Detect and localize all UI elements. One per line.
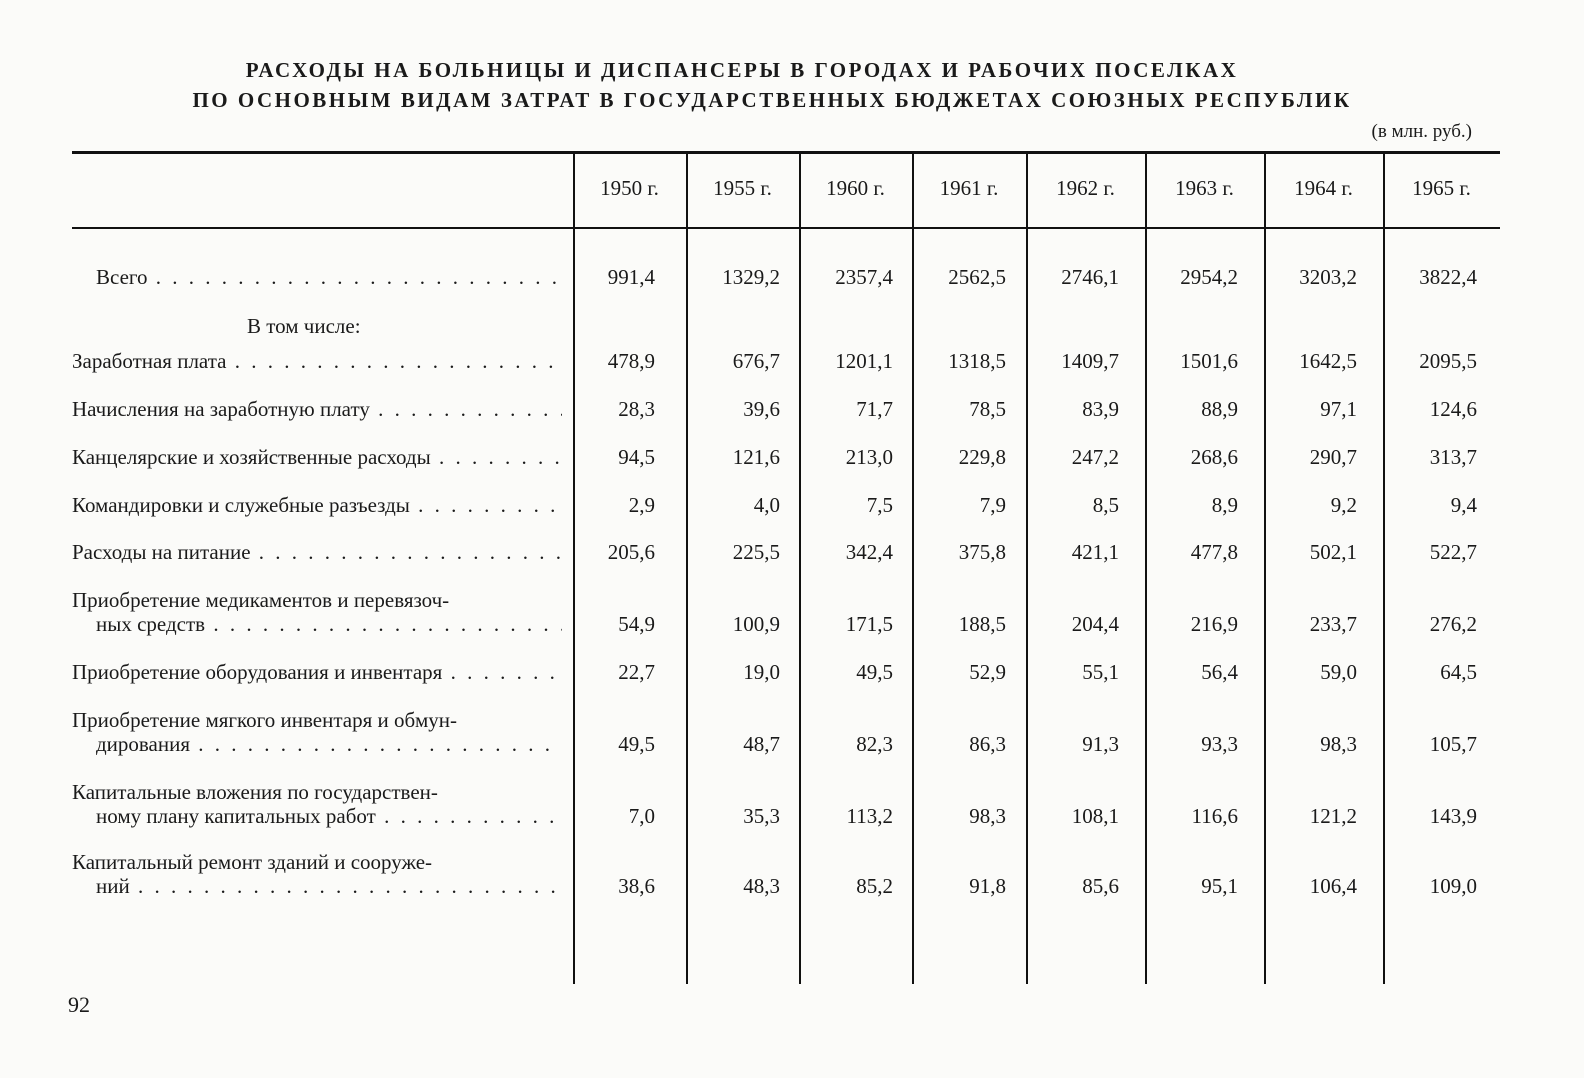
page-number: 92 (68, 992, 90, 1017)
year-header: 1961 г. (939, 176, 999, 200)
row-label-line: Канцелярские и хозяйственные расходы . . . (72, 445, 562, 469)
cell-value: 4,0 (753, 493, 780, 517)
row-label (72, 708, 562, 756)
row-label (72, 265, 562, 289)
cell-value: 313,7 (1429, 445, 1477, 469)
cell-value: 94,5 (618, 445, 655, 469)
year-header: 1964 г. (1294, 176, 1353, 200)
cell-value: 49,5 (618, 732, 655, 756)
table-title-line-1: РАСХОДЫ НА БОЛЬНИЦЫ И ДИСПАНСЕРЫ В ГОРОДАХ И РАБОЧИХ ПОСЕЛКАХ (245, 58, 1239, 82)
cell-value: 78,5 (969, 397, 1006, 421)
cell-value: 2357,4 (835, 265, 893, 289)
cell-value: 233,7 (1309, 612, 1357, 636)
cell-value: 124,6 (1429, 397, 1477, 421)
cell-value: 342,4 (845, 540, 893, 564)
cell-value: 522,7 (1429, 540, 1477, 564)
header-bottom-rule (72, 227, 1500, 229)
cell-value: 95,1 (1201, 874, 1238, 898)
table-title-line-2: ПО ОСНОВНЫМ ВИДАМ ЗАТРАТ В ГОСУДАРСТВЕННЫХ БЮДЖЕТАХ СОЮЗНЫХ РЕСПУБЛИК (192, 88, 1352, 112)
year-header: 1960 г. (826, 176, 885, 200)
row-label (72, 349, 562, 373)
cell-value: 93,3 (1201, 732, 1238, 756)
cell-value: 1409,7 (1061, 349, 1119, 373)
cell-value: 268,6 (1190, 445, 1238, 469)
cell-value: 2095,5 (1419, 349, 1477, 373)
cell-value: 8,5 (1092, 493, 1119, 517)
cell-value: 106,4 (1309, 874, 1357, 898)
cell-value: 35,3 (743, 804, 780, 828)
cell-value: 54,9 (618, 612, 655, 636)
cell-value: 225,5 (732, 540, 780, 564)
cell-value: 105,7 (1429, 732, 1477, 756)
cell-value: 216,9 (1190, 612, 1238, 636)
cell-value: 85,6 (1082, 874, 1119, 898)
cell-value: 39,6 (743, 397, 780, 421)
year-header: 1950 г. (600, 176, 659, 200)
cell-value: 1318,5 (948, 349, 1006, 373)
cell-value: 91,8 (969, 874, 1006, 898)
cell-value: 121,6 (732, 445, 780, 469)
cell-value: 290,7 (1309, 445, 1357, 469)
year-header: 1955 г. (713, 176, 772, 200)
row-label-line: ных средств . . . (72, 612, 562, 636)
row-label-line: Всего . . . (72, 265, 562, 289)
cell-value: 2954,2 (1180, 265, 1238, 289)
row-label (72, 493, 562, 517)
cell-value: 85,2 (856, 874, 893, 898)
cell-value: 38,6 (618, 874, 655, 898)
cell-value: 22,7 (618, 660, 655, 684)
year-header: 1965 г. (1412, 176, 1471, 200)
cell-value: 143,9 (1429, 804, 1477, 828)
row-label-line: Приобретение оборудования и инвентаря . . . (72, 660, 562, 684)
cell-value: 100,9 (732, 612, 780, 636)
cell-value: 375,8 (958, 540, 1006, 564)
row-label-line: Заработная плата . . . (72, 349, 562, 373)
cell-value: 502,1 (1309, 540, 1357, 564)
cell-value: 205,6 (607, 540, 655, 564)
row-label (72, 397, 562, 421)
cell-value: 3822,4 (1419, 265, 1477, 289)
row-label (72, 850, 562, 898)
cell-value: 213,0 (845, 445, 893, 469)
cell-value: 48,7 (743, 732, 780, 756)
cell-value: 188,5 (958, 612, 1006, 636)
row-label-line: Приобретение медикаментов и перевязоч- (72, 588, 450, 612)
cell-value: 1642,5 (1299, 349, 1357, 373)
year-header: 1963 г. (1175, 176, 1234, 200)
cell-value: 991,4 (607, 265, 655, 289)
cell-value: 7,5 (866, 493, 893, 517)
cell-value: 52,9 (969, 660, 1006, 684)
cell-value: 478,9 (607, 349, 655, 373)
cell-value: 88,9 (1201, 397, 1238, 421)
cell-value: 116,6 (1191, 804, 1238, 828)
subheading: В том числе: (247, 314, 361, 338)
cell-value: 19,0 (743, 660, 780, 684)
cell-value: 247,2 (1071, 445, 1119, 469)
row-label-line: Капитальный ремонт зданий и сооруже- (72, 850, 433, 874)
cell-value: 59,0 (1320, 660, 1357, 684)
cell-value: 71,7 (856, 397, 893, 421)
cell-value: 98,3 (1320, 732, 1357, 756)
row-label (72, 660, 562, 684)
cell-value: 64,5 (1440, 660, 1477, 684)
cell-value: 121,2 (1309, 804, 1357, 828)
row-label-line: Командировки и служебные разъезды . . . (72, 493, 562, 517)
cell-value: 86,3 (969, 732, 1006, 756)
cell-value: 8,9 (1211, 493, 1238, 517)
cell-value: 9,4 (1450, 493, 1477, 517)
cell-value: 7,0 (628, 804, 655, 828)
row-label-line: ний . . . (72, 874, 562, 898)
row-label-line: дирования . . . (72, 732, 562, 756)
row-label (72, 588, 562, 636)
year-header: 1962 г. (1056, 176, 1115, 200)
table-top-rule (72, 151, 1500, 154)
cell-value: 108,1 (1071, 804, 1119, 828)
cell-value: 83,9 (1082, 397, 1119, 421)
cell-value: 97,1 (1320, 397, 1357, 421)
cell-value: 98,3 (969, 804, 1006, 828)
cell-value: 3203,2 (1299, 265, 1357, 289)
units-note: (в млн. руб.) (1371, 121, 1472, 142)
cell-value: 113,2 (846, 804, 893, 828)
cell-value: 229,8 (958, 445, 1006, 469)
cell-value: 56,4 (1201, 660, 1238, 684)
cell-value: 2746,1 (1061, 265, 1119, 289)
cell-value: 477,8 (1190, 540, 1238, 564)
cell-value: 9,2 (1330, 493, 1357, 517)
row-label (72, 780, 562, 828)
cell-value: 276,2 (1429, 612, 1477, 636)
row-label-line: ному плану капитальных работ . . . (72, 804, 562, 828)
cell-value: 2,9 (628, 493, 655, 517)
cell-value: 204,4 (1071, 612, 1119, 636)
cell-value: 28,3 (618, 397, 655, 421)
cell-value: 82,3 (856, 732, 893, 756)
cell-value: 55,1 (1082, 660, 1119, 684)
cell-value: 1329,2 (722, 265, 780, 289)
cell-value: 2562,5 (948, 265, 1006, 289)
cell-value: 171,5 (845, 612, 893, 636)
cell-value: 676,7 (732, 349, 780, 373)
row-label-line: Расходы на питание . . . (72, 540, 562, 564)
row-label-line: Капитальные вложения по государствен- (72, 780, 438, 804)
row-label-line: Начисления на заработную плату . . . (72, 397, 562, 421)
cell-value: 91,3 (1082, 732, 1119, 756)
cell-value: 49,5 (856, 660, 893, 684)
cell-value: 48,3 (743, 874, 780, 898)
cell-value: 1201,1 (835, 349, 893, 373)
cell-value: 7,9 (979, 493, 1006, 517)
cell-value: 421,1 (1071, 540, 1119, 564)
cell-value: 109,0 (1429, 874, 1477, 898)
row-label (72, 540, 562, 564)
row-label-line: Приобретение мягкого инвентаря и обмун- (72, 708, 457, 732)
cell-value: 1501,6 (1180, 349, 1238, 373)
row-label (72, 445, 562, 469)
